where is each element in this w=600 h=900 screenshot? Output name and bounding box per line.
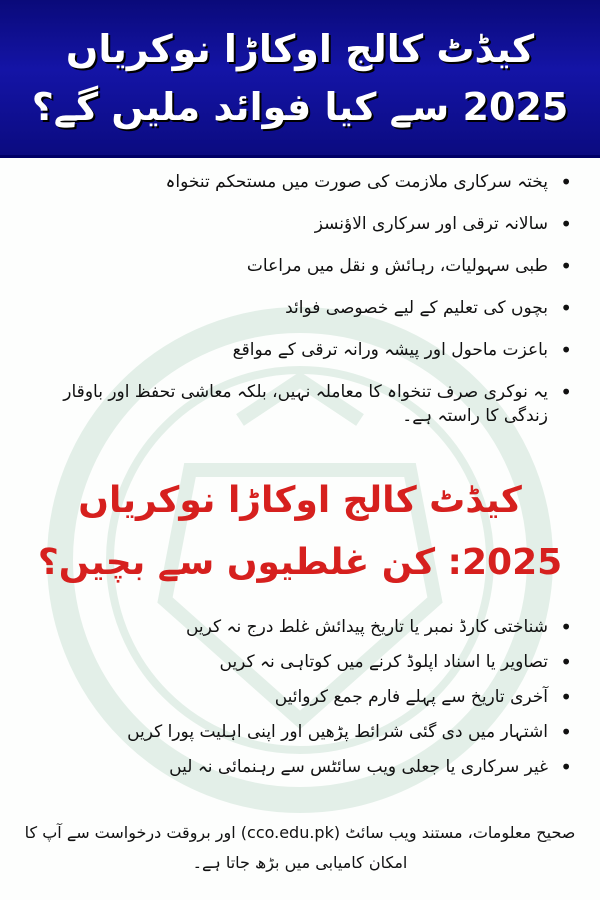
list-item: • سالانہ ترقی اور سرکاری الاؤنسز (14, 212, 574, 236)
list-item: • غیر سرکاری یا جعلی ویب سائٹس سے رہنمائی نہ لیں (14, 755, 574, 779)
benefits-list (14, 170, 574, 446)
list-item: • طبی سہولیات، رہائش و نقل میں مراعات (14, 254, 574, 278)
list-item: • پختہ سرکاری ملازمت کی صورت میں مستحکم تنخواہ (14, 170, 574, 194)
list-item: • اشتہار میں دی گئی شرائط پڑھیں اور اپنی اہلیت پورا کریں (14, 720, 574, 744)
list-item: • یہ نوکری صرف تنخواہ کا معاملہ نہیں، بلکہ معاشی تحفظ اور باوقار زندگی کا راستہ ہے۔ (14, 380, 574, 428)
header-banner (0, 0, 600, 158)
list-item: • شناختی کارڈ نمبر یا تاریخ پیدائش غلط درج نہ کریں (14, 615, 574, 639)
list-item: • تصاویر یا اسناد اپلوڈ کرنے میں کوتاہی نہ کریں (14, 650, 574, 674)
closing-note: صحیح معلومات، مستند ویب سائٹ (cco.edu.pk) اور بروقت درخواست سے آپ کا امکان کامیابی میں بڑھ جاتا ہے۔ (24, 823, 576, 872)
page-title: کیڈٹ کالج اوکاڑا نوکریاں 2025 سے کیا فوائد ملیں گے؟ (31, 27, 569, 129)
list-item: • باعزت ماحول اور پیشہ ورانہ ترقی کے مواقع (14, 338, 574, 362)
list-item: • بچوں کی تعلیم کے لیے خصوصی فوائد (14, 296, 574, 320)
mistakes-heading: کیڈٹ کالج اوکاڑا نوکریاں 2025: کن غلطیوں سے بچیں؟ (37, 480, 563, 583)
list-item: • آخری تاریخ سے پہلے فارم جمع کروائیں (14, 685, 574, 709)
mistakes-list (14, 615, 574, 790)
